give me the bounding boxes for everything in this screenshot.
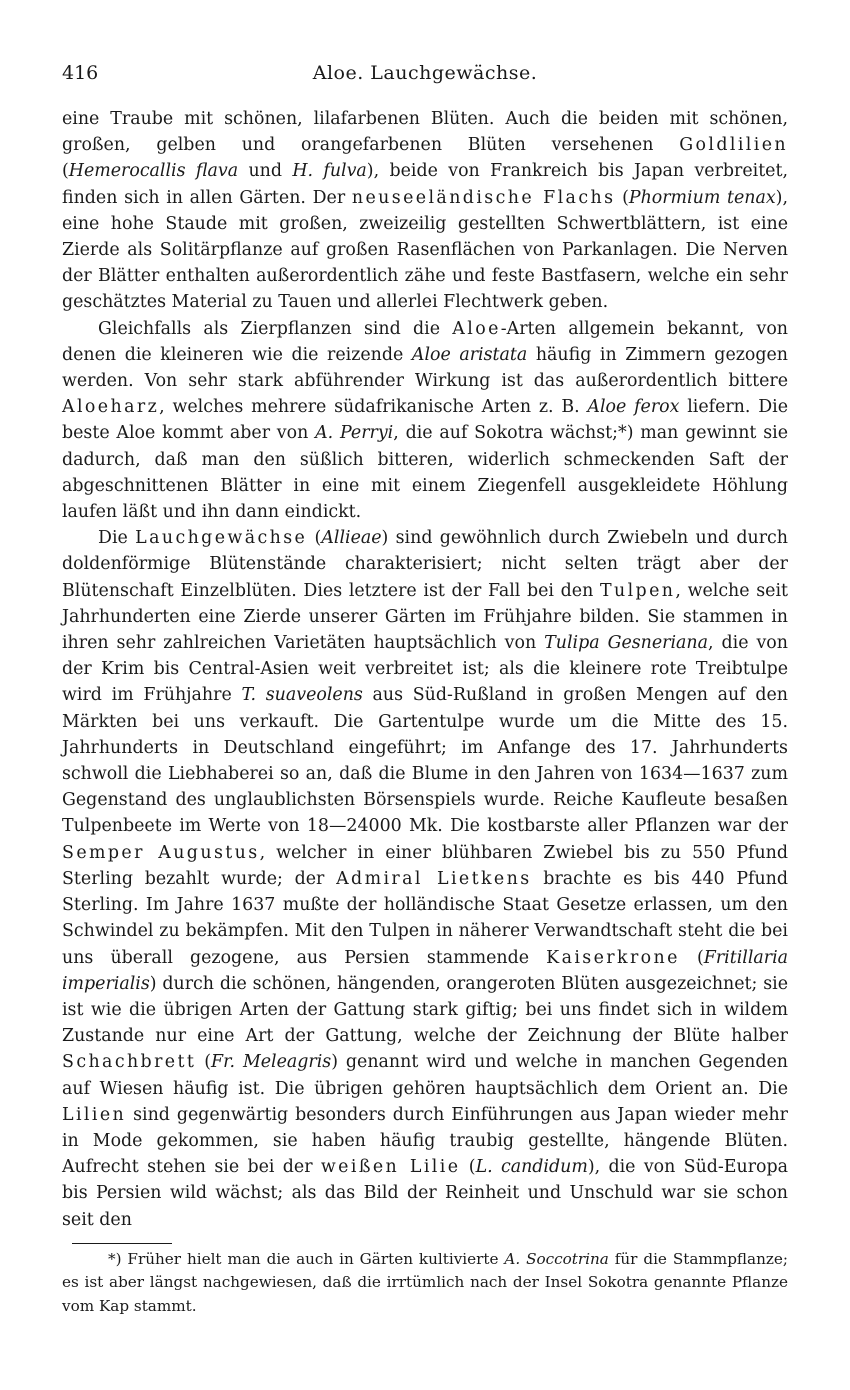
- text-run: , welches mehrere südafrikanische Arten z. B.: [159, 397, 588, 418]
- text-run: für die Stammpflanze; es ist aber längst nachgewiesen, daß die irrtümlich nach der Insel Sokotra genannte Pflanze vom Kap stammt.: [62, 1249, 788, 1315]
- text-run: häufig in Zimmern gezogen werden. Von sehr stark abführender Wirkung ist das außerordentlich bittere: [62, 344, 788, 392]
- spaced-emphasis-text: Goldlilien: [679, 135, 788, 156]
- italic-text: Aloe ferox: [587, 397, 680, 418]
- spaced-emphasis-text: Lilien: [62, 1104, 127, 1125]
- spaced-emphasis-text: Lauchgewächse: [135, 528, 308, 549]
- italic-text: L. candidum: [475, 1157, 588, 1178]
- spaced-emphasis-text: Kaiserkrone: [546, 947, 680, 968]
- text-run: (: [196, 1052, 212, 1073]
- spaced-emphasis-text: Aloe: [452, 318, 501, 339]
- spaced-emphasis-text: Tulpen: [599, 580, 676, 601]
- running-head: Aloe. Lauchgewächse.: [312, 62, 538, 84]
- italic-text: Aloe aristata: [411, 344, 528, 365]
- paragraph: [62, 316, 788, 526]
- text-run: Die: [98, 528, 136, 549]
- text-run: (: [460, 1157, 476, 1178]
- text-run: ) genannt wird und welche in manchen Gegenden auf Wiesen häufig ist. Die übrigen gehören hauptsächlich dem Orient an. Die: [62, 1052, 788, 1099]
- footnote-rule: [72, 1243, 172, 1244]
- italic-text: Fr. Meleagris: [211, 1052, 332, 1073]
- text-run: und: [238, 161, 293, 182]
- spaced-emphasis-text: Semper Augustus: [62, 842, 260, 863]
- text-run: , die auf Sokotra wächst;*) man gewinnt sie dadurch, daß man den süßlich bitteren, widerlich schmeckenden Saft der abgeschnittenen Blätter in eine mit einem Ziegenfell ausgekleidete Höhlung laufen läßt und ihn dann eindickt.: [62, 423, 789, 523]
- italic-text: Allieae: [321, 528, 382, 549]
- spaced-emphasis-text: weißen Lilie: [320, 1157, 461, 1178]
- book-page: [62, 62, 788, 1318]
- text-run: (: [62, 161, 69, 182]
- text-run: -Arten allgemein bekannt, von denen die kleineren wie die reizende: [62, 318, 788, 365]
- italic-text: T. suaveolens: [241, 685, 363, 706]
- italic-text: H. fulva: [292, 161, 367, 182]
- italic-text: A. Soccotrina: [504, 1249, 609, 1268]
- italic-text: A. Perryi: [315, 423, 394, 444]
- text-run: ), beide von Frankreich bis Japan verbreitet, finden sich in allen Gärten. Der: [62, 161, 788, 208]
- text-run: *) Früher hielt man die auch in Gärten kultivierte: [108, 1249, 505, 1268]
- text-run: ), eine hohe Staude mit großen, zweizeilig gestellten Schwertblättern, ist eine Zierde als Solitärpflanze auf großen Rasenflächen von Parkanlagen. Die Nerven der Blätter enthalten außerordentlich zähe und feste Bastfasern, welche ein sehr geschätztes Material zu Tauen und allerlei Flechtwerk geben.: [62, 187, 788, 313]
- text-run: (: [615, 187, 629, 208]
- page-number: 416: [62, 62, 99, 84]
- page-header: [62, 62, 788, 92]
- body-text: [62, 106, 788, 1233]
- footnote: [62, 1248, 788, 1319]
- text-run: aus Süd-Rußland in großen Mengen auf den Märkten bei uns verkauft. Die Gartentulpe wurde um die Mitte des 15. Jahrhunderts in Deutschland eingeführt; im Anfange des 17. Jahrhunderts schwoll die Liebhaberei so an, daß die Blume in den Jahren von 1634—1637 zum Gegenstand des unglaublichsten Börsenspiels wurde. Reiche Kaufleute besaßen Tulpenbeete im Werte von 18—24000 Mk. Die kostbarste aller Pflanzen war der: [62, 685, 789, 837]
- text-run: ) sind gewöhnlich durch Zwiebeln und durch doldenförmige Blütenstände charakterisiert; nicht selten trägt aber der Blütenschaft Einzelblüten. Dies letztere ist der Fall bei den: [62, 528, 788, 601]
- spaced-emphasis-text: neuseeländische Flachs: [351, 187, 616, 208]
- text-run: liefern. Die beste Aloe kommt aber von: [62, 397, 788, 444]
- text-run: , welcher in einer blühbaren Zwiebel bis zu 550 Pfund Sterling bezahlt wurde; der: [62, 842, 788, 889]
- text-run: brachte es bis 440 Pfund Sterling. Im Jahre 1637 mußte der holländische Staat Gesetze erlassen, um den Schwindel zu bekämpfen. Mit den Tulpen in näherer Verwandtschaft steht die bei uns überall gezogene, aus Persien stammende: [62, 868, 789, 968]
- spaced-emphasis-text: Schachbrett: [62, 1052, 197, 1073]
- italic-text: Hemerocallis flava: [68, 161, 239, 182]
- text-run: ), die von Süd-Europa bis Persien wild wächst; als das Bild der Reinheit und Unschuld war sie schon seit den: [62, 1157, 788, 1230]
- paragraph: [62, 106, 788, 316]
- text-run: (: [679, 947, 704, 968]
- italic-text: Phormium tenax: [628, 187, 776, 208]
- text-run: (: [307, 528, 322, 549]
- italic-text: Fritillaria imperialis: [62, 947, 788, 994]
- text-run: , die von der Krim bis Central-Asien weit verbreitet ist; als die kleinere rote Treibtulpe wird im Frühjahre: [62, 633, 788, 706]
- text-run: sind gegenwärtig besonders durch Einführungen aus Japan wieder mehr in Mode gekommen, sie haben häufig traubig gestellte, hängende Blüten. Aufrecht stehen sie bei der: [62, 1104, 788, 1178]
- paragraph: [62, 525, 788, 1232]
- spaced-emphasis-text: Aloeharz: [62, 397, 160, 418]
- text-run: , welche seit Jahrhunderten eine Zierde unserer Gärten im Frühjahre bilden. Sie stammen in ihren sehr zahlreichen Varietäten hauptsächlich von: [62, 580, 788, 654]
- text-run: ) durch die schönen, hängenden, orangeroten Blüten ausgezeichnet; sie ist wie die übrigen Arten der Gattung stark giftig; bei uns findet sich in wildem Zustande nur eine Art der Gattung, welche der Zeichnung der Blüte halber: [62, 973, 788, 1047]
- text-run: Gleichfalls als Zierpflanzen sind die: [98, 318, 453, 339]
- spaced-emphasis-text: Admiral Lietkens: [336, 868, 532, 889]
- text-run: eine Traube mit schönen, lilafarbenen Blüten. Auch die beiden mit schönen, großen, gelben und orangefarbenen Blüten versehenen: [62, 109, 788, 156]
- italic-text: Tulipa Gesneriana: [544, 633, 708, 654]
